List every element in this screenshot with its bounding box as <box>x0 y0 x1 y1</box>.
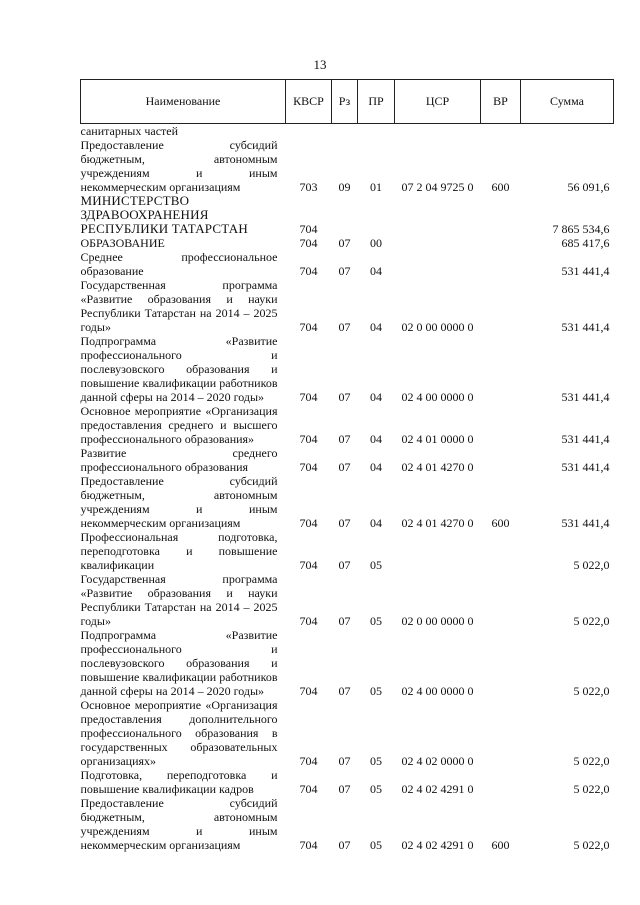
cell-name: Предоставление субсидий бюджетным, автономным учреждениям и иным некоммерческим организациям <box>80 796 278 852</box>
cell-kvsr: 704 <box>299 460 318 474</box>
cell-csr: 02 4 01 0000 0 <box>401 432 474 446</box>
header-csr: ЦСР <box>395 80 481 124</box>
cell-rz: 07 <box>338 460 351 474</box>
cell-sum <box>521 124 614 139</box>
cell-name: Подпрограмма «Развитие профессионального и послевузовского образования и повышение квалификации работников данной сферы на 2014 – 2020 годы» <box>80 628 278 698</box>
table-row <box>81 194 614 236</box>
cell-vr <box>481 236 521 250</box>
cell-pr: 05 <box>370 754 382 768</box>
cell-rz: 07 <box>338 320 351 334</box>
cell-pr: 00 <box>370 236 382 250</box>
cell-kvsr: 703 <box>299 180 318 194</box>
header-sum: Сумма <box>521 80 614 124</box>
cell-pr <box>358 194 395 236</box>
table-row <box>81 628 614 698</box>
cell-csr: 02 4 01 4270 0 <box>401 516 474 530</box>
cell-vr <box>481 404 521 446</box>
header-kvsr: КВСР <box>286 80 332 124</box>
cell-csr: 02 4 02 4291 0 <box>401 782 474 796</box>
table-row <box>81 404 614 446</box>
cell-kvsr: 704 <box>299 432 318 446</box>
cell-kvsr: 704 <box>299 236 318 250</box>
cell-rz <box>332 194 358 236</box>
cell-kvsr: 704 <box>299 390 318 404</box>
cell-kvsr: 704 <box>299 558 318 572</box>
cell-rz: 09 <box>338 180 351 194</box>
table-row <box>81 278 614 334</box>
cell-rz: 07 <box>338 838 351 852</box>
cell-name: ОБРАЗОВАНИЕ <box>80 236 165 250</box>
cell-sum: 5 022,0 <box>573 558 610 572</box>
cell-name: Среднее профессиональное образование <box>80 250 278 278</box>
cell-rz: 07 <box>338 614 351 628</box>
cell-sum: 531 441,4 <box>561 264 610 278</box>
cell-kvsr <box>286 124 332 139</box>
cell-pr: 05 <box>370 558 382 572</box>
cell-sum: 5 022,0 <box>573 754 610 768</box>
table-row <box>81 796 614 852</box>
cell-sum: 5 022,0 <box>573 614 610 628</box>
cell-vr <box>481 698 521 768</box>
table-row <box>81 124 614 139</box>
cell-pr <box>358 124 395 139</box>
cell-sum: 7 865 534,6 <box>552 222 610 236</box>
cell-rz: 07 <box>338 390 351 404</box>
table-header <box>81 80 614 124</box>
header-rz: Рз <box>332 80 358 124</box>
cell-kvsr: 704 <box>299 516 318 530</box>
cell-name: МИНИСТЕРСТВО ЗДРАВООХРАНЕНИЯ РЕСПУБЛИКИ ТАТАРСТАН <box>80 193 248 236</box>
cell-kvsr: 704 <box>299 320 318 334</box>
cell-rz: 07 <box>338 558 351 572</box>
cell-name: Развитие среднего профессионального образования <box>80 446 278 474</box>
cell-rz: 07 <box>338 754 351 768</box>
cell-pr: 01 <box>370 180 382 194</box>
cell-csr: 02 4 02 4291 0 <box>401 838 474 852</box>
cell-vr <box>481 124 521 139</box>
cell-rz: 07 <box>338 236 351 250</box>
cell-csr: 02 4 00 0000 0 <box>401 684 474 698</box>
cell-rz: 07 <box>338 782 351 796</box>
cell-sum: 5 022,0 <box>573 782 610 796</box>
cell-name: санитарных частей <box>80 124 179 138</box>
cell-vr <box>481 628 521 698</box>
cell-vr <box>481 250 521 278</box>
cell-pr: 04 <box>370 390 382 404</box>
header-pr: ПР <box>358 80 395 124</box>
table-row <box>81 236 614 250</box>
cell-pr: 05 <box>370 838 382 852</box>
cell-pr: 04 <box>370 320 382 334</box>
budget-table <box>80 79 614 852</box>
cell-rz <box>332 124 358 139</box>
cell-name: Предоставление субсидий бюджетным, автономным учреждениям и иным некоммерческим организациям <box>80 138 278 194</box>
cell-pr: 04 <box>370 460 382 474</box>
cell-vr <box>481 768 521 796</box>
cell-name: Профессиональная подготовка, переподготовка и повышение квалификации <box>80 530 278 572</box>
cell-vr <box>481 278 521 334</box>
cell-pr: 04 <box>370 516 382 530</box>
cell-vr: 600 <box>491 838 510 852</box>
cell-kvsr: 704 <box>299 754 318 768</box>
cell-pr: 05 <box>370 614 382 628</box>
cell-pr: 05 <box>370 684 382 698</box>
cell-sum: 685 417,6 <box>561 236 610 250</box>
cell-sum: 531 441,4 <box>561 320 610 334</box>
cell-vr: 600 <box>491 180 510 194</box>
cell-rz: 07 <box>338 432 351 446</box>
cell-name: Предоставление субсидий бюджетным, автономным учреждениям и иным некоммерческим организациям <box>80 474 278 530</box>
cell-sum: 531 441,4 <box>561 516 610 530</box>
cell-kvsr: 704 <box>299 782 318 796</box>
table-row <box>81 698 614 768</box>
header-name: Наименование <box>81 80 286 124</box>
cell-vr <box>481 572 521 628</box>
table-row <box>81 530 614 572</box>
cell-csr: 02 4 01 4270 0 <box>401 460 474 474</box>
cell-rz: 07 <box>338 684 351 698</box>
table-row <box>81 474 614 530</box>
cell-vr <box>481 530 521 572</box>
cell-csr: 02 4 02 0000 0 <box>401 754 474 768</box>
cell-rz: 07 <box>338 264 351 278</box>
table-row <box>81 572 614 628</box>
table-row <box>81 768 614 796</box>
cell-pr: 04 <box>370 264 382 278</box>
header-vr: ВР <box>481 80 521 124</box>
cell-sum: 531 441,4 <box>561 460 610 474</box>
cell-pr: 04 <box>370 432 382 446</box>
cell-sum: 5 022,0 <box>573 684 610 698</box>
cell-kvsr: 704 <box>299 614 318 628</box>
cell-vr <box>481 194 521 236</box>
cell-csr <box>395 194 481 236</box>
cell-vr <box>481 446 521 474</box>
cell-name: Подпрограмма «Развитие профессионального и послевузовского образования и повышение квалификации работников данной сферы на 2014 – 2020 годы» <box>80 334 278 404</box>
table-row <box>81 334 614 404</box>
cell-csr <box>395 250 481 278</box>
cell-csr <box>395 124 481 139</box>
cell-csr: 02 0 00 0000 0 <box>401 614 474 628</box>
cell-csr: 02 4 00 0000 0 <box>401 390 474 404</box>
cell-csr: 07 2 04 9725 0 <box>401 180 474 194</box>
cell-sum: 5 022,0 <box>573 838 610 852</box>
cell-kvsr: 704 <box>299 264 318 278</box>
cell-sum: 531 441,4 <box>561 390 610 404</box>
cell-vr <box>481 334 521 404</box>
cell-name: Государственная программа «Развитие образования и науки Республики Татарстан на 2014 – 2025 годы» <box>80 278 278 334</box>
cell-name: Основное мероприятие «Организация предоставления среднего и высшего профессионального образования» <box>80 404 278 446</box>
table-row <box>81 446 614 474</box>
cell-name: Подготовка, переподготовка и повышение квалификации кадров <box>80 768 278 796</box>
cell-kvsr: 704 <box>299 222 318 236</box>
table-row <box>81 138 614 194</box>
cell-sum: 531 441,4 <box>561 432 610 446</box>
page-number: 13 <box>313 57 327 72</box>
cell-csr <box>395 530 481 572</box>
cell-name: Государственная программа «Развитие образования и науки Республики Татарстан на 2014 – 2025 годы» <box>80 572 278 628</box>
cell-csr: 02 0 00 0000 0 <box>401 320 474 334</box>
cell-rz: 07 <box>338 516 351 530</box>
cell-sum: 56 091,6 <box>567 180 610 194</box>
cell-vr: 600 <box>491 516 510 530</box>
cell-kvsr: 704 <box>299 838 318 852</box>
cell-pr: 05 <box>370 782 382 796</box>
cell-csr <box>395 236 481 250</box>
cell-kvsr: 704 <box>299 684 318 698</box>
cell-name: Основное мероприятие «Организация предоставления дополнительного профессионального образования в государственных образовательных организациях» <box>80 698 278 768</box>
table-body <box>81 124 614 853</box>
table-row <box>81 250 614 278</box>
